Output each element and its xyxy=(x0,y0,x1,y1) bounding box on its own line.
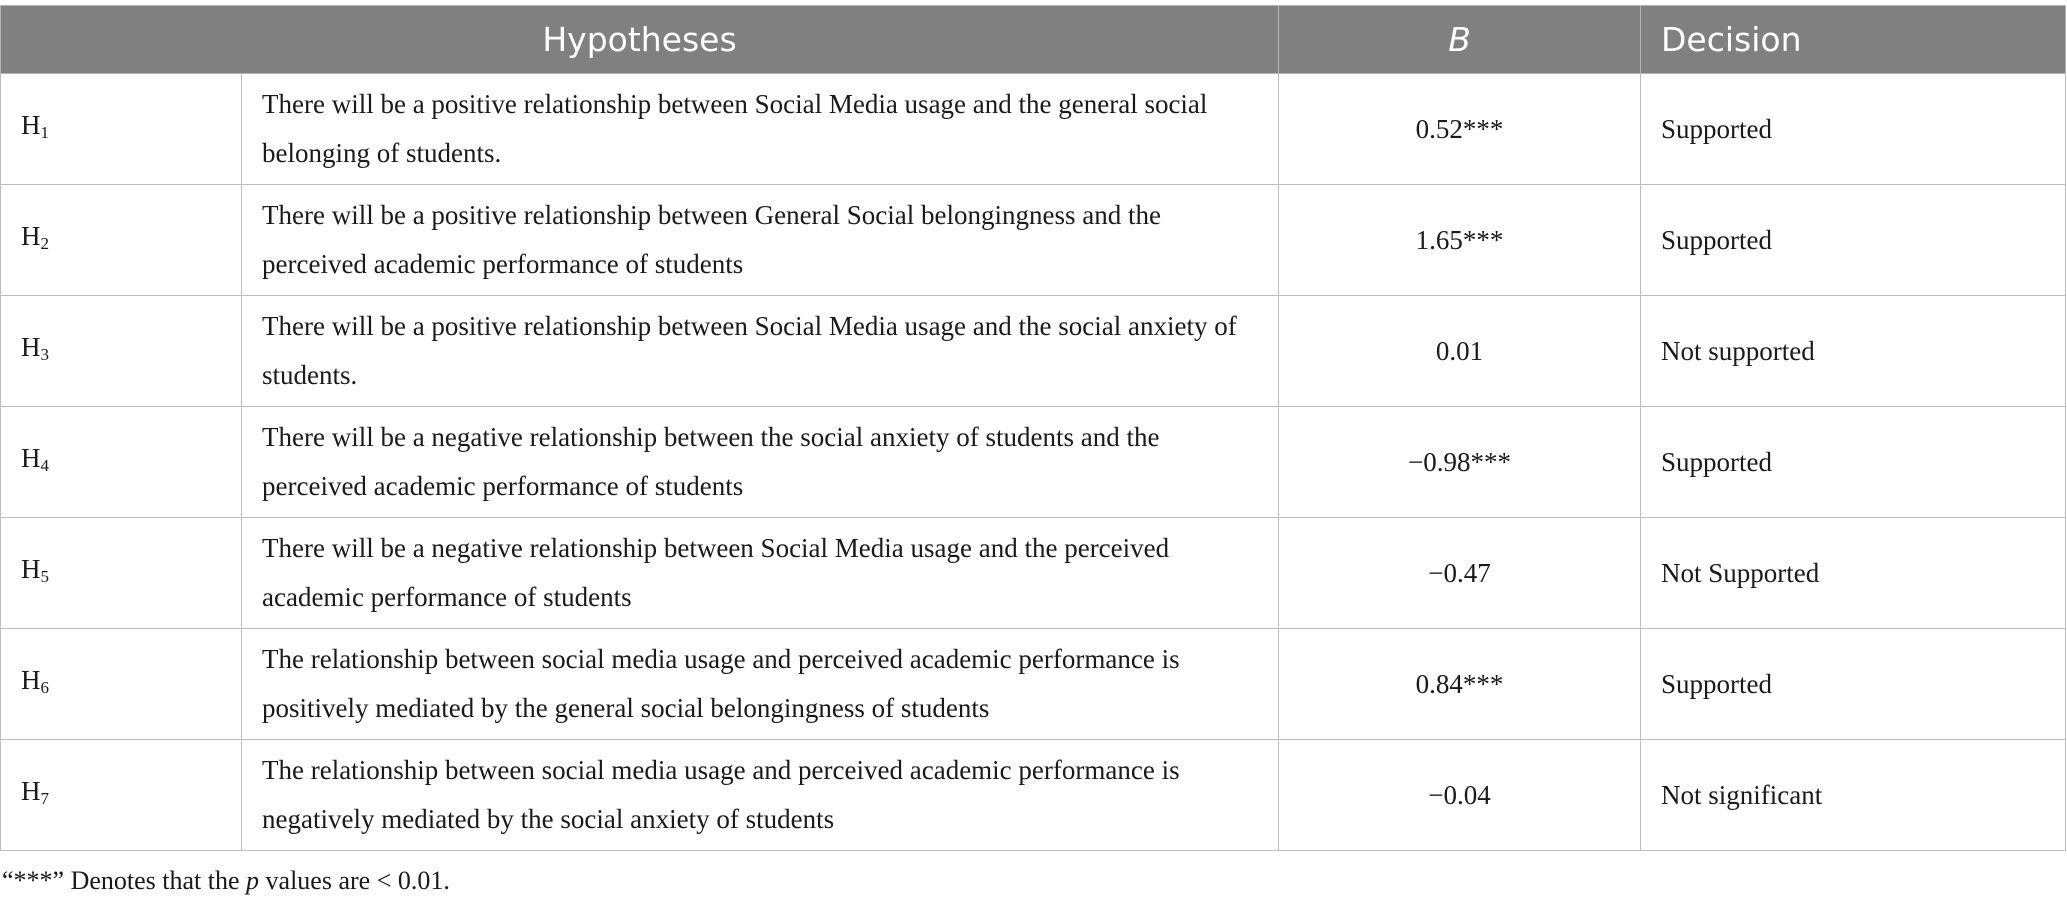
hypothesis-id-number: 5 xyxy=(40,567,49,586)
hypothesis-id-letter: H xyxy=(21,221,41,251)
b-value: 0.52*** xyxy=(1279,74,1641,185)
hypothesis-id-number: 7 xyxy=(40,789,49,808)
footnote-text-end: values are < 0.01. xyxy=(259,866,450,895)
header-hypotheses: Hypotheses xyxy=(1,6,1279,74)
hypothesis-text: There will be a positive relationship between Social Media usage and the social anxiety of students. xyxy=(242,296,1279,407)
b-value: −0.98*** xyxy=(1279,407,1641,518)
header-row xyxy=(1,6,2066,74)
hypothesis-id xyxy=(1,518,242,629)
hypothesis-text: There will be a negative relationship between the social anxiety of students and the perceived academic performance of students xyxy=(242,407,1279,518)
hypothesis-id-number: 2 xyxy=(40,234,49,253)
hypothesis-id-number: 1 xyxy=(40,123,49,142)
header-decision: Decision xyxy=(1641,6,2066,74)
hypothesis-id-letter: H xyxy=(21,554,41,584)
b-value: 0.01 xyxy=(1279,296,1641,407)
hypothesis-id-letter: H xyxy=(21,110,41,140)
header-b: B xyxy=(1279,6,1641,74)
hypothesis-id-number: 4 xyxy=(40,456,49,475)
table-row xyxy=(1,629,2066,740)
hypothesis-id xyxy=(1,296,242,407)
table-row xyxy=(1,74,2066,185)
hypothesis-id-letter: H xyxy=(21,332,41,362)
hypothesis-text: The relationship between social media usage and perceived academic performance is negatively mediated by the social anxiety of students xyxy=(242,740,1279,851)
hypothesis-id-letter: H xyxy=(21,776,41,806)
hypothesis-text: The relationship between social media usage and perceived academic performance is positively mediated by the general social belongingness of students xyxy=(242,629,1279,740)
hypothesis-text: There will be a positive relationship between General Social belongingness and the perceived academic performance of students xyxy=(242,185,1279,296)
hypothesis-id xyxy=(1,629,242,740)
hypothesis-id-letter: H xyxy=(21,665,41,695)
decision: Supported xyxy=(1641,74,2066,185)
decision: Not supported xyxy=(1641,296,2066,407)
hypothesis-id-number: 3 xyxy=(40,345,49,364)
footnote-p: p xyxy=(246,866,260,895)
b-value: 0.84*** xyxy=(1279,629,1641,740)
hypothesis-id-letter: H xyxy=(21,443,41,473)
decision: Supported xyxy=(1641,407,2066,518)
hypotheses-table xyxy=(0,5,2066,851)
decision: Supported xyxy=(1641,629,2066,740)
table-row xyxy=(1,518,2066,629)
hypothesis-id xyxy=(1,740,242,851)
hypothesis-text: There will be a negative relationship between Social Media usage and the perceived academic performance of students xyxy=(242,518,1279,629)
table-row xyxy=(1,296,2066,407)
decision: Not significant xyxy=(1641,740,2066,851)
hypothesis-id xyxy=(1,74,242,185)
hypothesis-id-number: 6 xyxy=(40,678,49,697)
hypothesis-text: There will be a positive relationship between Social Media usage and the general social belonging of students. xyxy=(242,74,1279,185)
hypothesis-id xyxy=(1,407,242,518)
decision: Supported xyxy=(1641,185,2066,296)
hypothesis-id xyxy=(1,185,242,296)
footnote xyxy=(2,866,450,896)
decision: Not Supported xyxy=(1641,518,2066,629)
b-value: 1.65*** xyxy=(1279,185,1641,296)
b-value: −0.04 xyxy=(1279,740,1641,851)
table-row xyxy=(1,185,2066,296)
footnote-text: “***” Denotes that the xyxy=(2,866,247,895)
table-row xyxy=(1,740,2066,851)
b-value: −0.47 xyxy=(1279,518,1641,629)
table-row xyxy=(1,407,2066,518)
